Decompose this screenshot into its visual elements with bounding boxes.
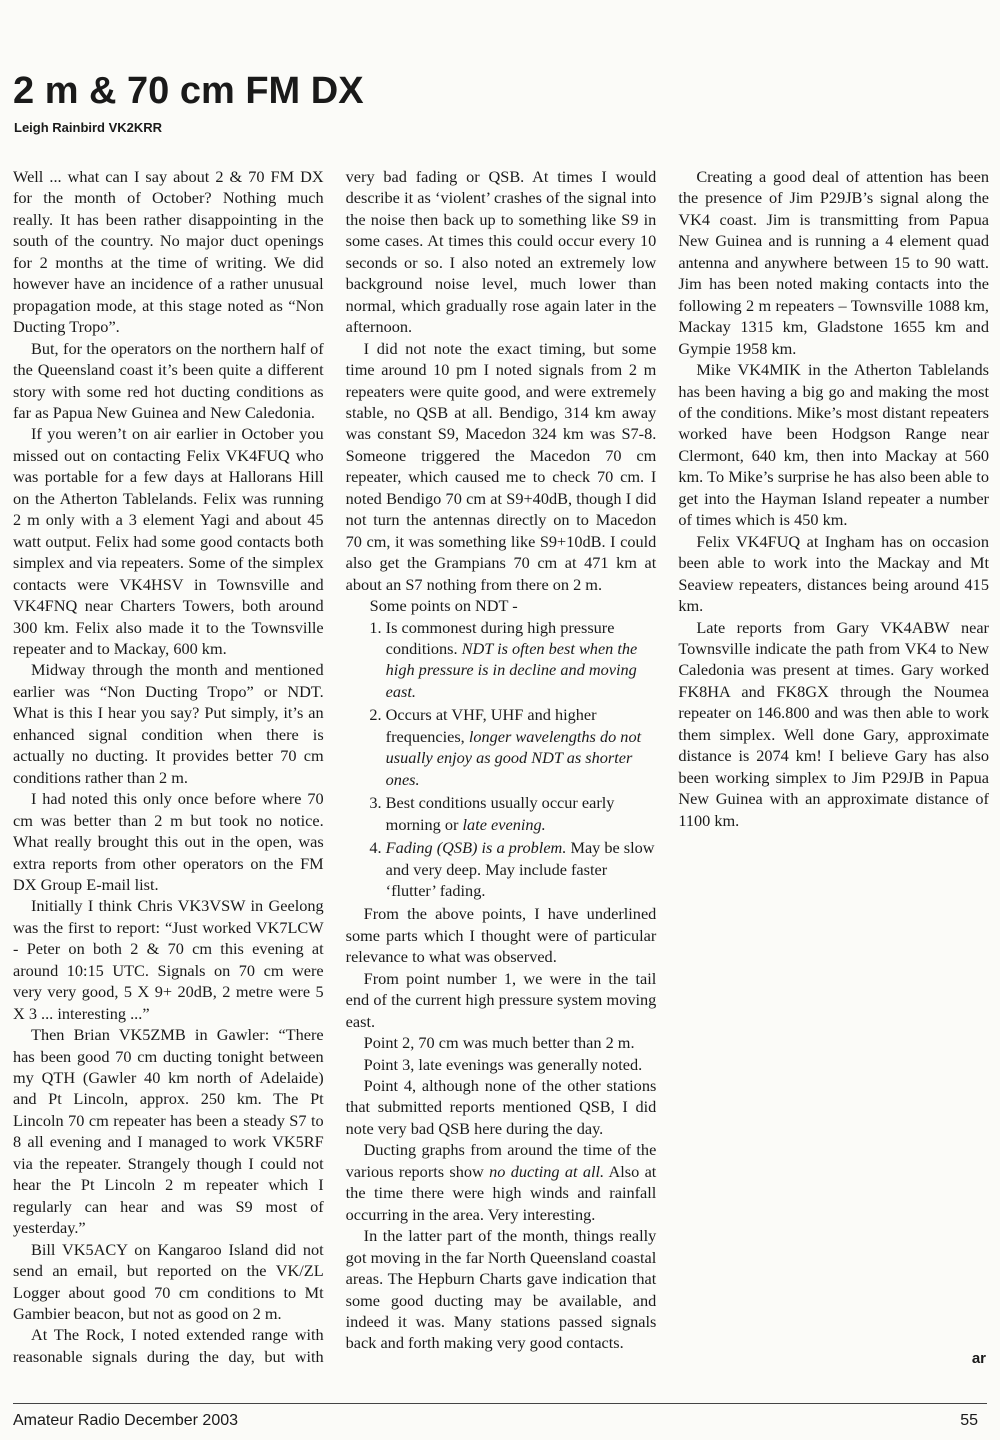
paragraph: Mike VK4MIK in the Atherton Tablelands has been having a big go and making the most of the conditions. Mike’s most distant repeaters worked have been Hodgson Range near Clermont, 640 km, then into Mackay at 560 km. To Mike’s surprise he has also been able to get into the Hayman Island repeater a number of times which is 450 km. xyxy=(678,360,989,530)
points-intro: Some points on NDT - xyxy=(369,596,518,616)
paragraph-emphasis: no ducting at all. xyxy=(489,1161,605,1181)
point-emphasis: late evening. xyxy=(462,814,546,834)
end-mark: ar xyxy=(971,1350,986,1367)
paragraph-text: Ducting graphs from around the time of the various reports show xyxy=(345,1140,657,1181)
article-author: Leigh Rainbird VK2KRR xyxy=(14,120,163,135)
article-body xyxy=(13,166,989,1370)
point-text: Occurs at VHF, UHF and higher frequencies, xyxy=(385,705,597,746)
point-text: May be slow and very deep. May include faster ‘flutter’ fading. xyxy=(385,838,655,900)
point-emphasis: Fading (QSB) is a problem. xyxy=(385,838,567,858)
paragraph-text: Also at the time there were high winds and rainfall occurring in the area. Very interesting. xyxy=(345,1161,657,1224)
paragraph: Point 2, 70 cm was much better than 2 m. xyxy=(363,1033,635,1053)
paragraph: From point number 1, we were in the tail end of the current high pressure system moving east. xyxy=(345,968,657,1031)
paragraph: Then Brian VK5ZMB in Gawler: “There has been good 70 cm ducting tonight between my QTH (Gawler 40 km north of Adelaide) and Pt Lincoln, approx. 250 km. The Pt Lincoln 70 cm repeater has been a steady S7 to 8 all evening and I managed to work VK5RF via the repeater. Strangely though I could not hear the Pt Lincoln 2 m repeater which I regularly can hear and was S9 most of yesterday.” xyxy=(13,1025,324,1238)
paragraph: But, for the operators on the northern half of the Queensland coast it’s been quite a different story with some red hot ducting conditions as far as Papua New Guinea and New Caledonia. xyxy=(13,338,324,422)
point-text: Best conditions usually occur early morning or xyxy=(385,793,615,834)
paragraph: At The Rock, I noted extended range with reasonable signals during the day, but with very bad fading or QSB. At times I would describe it as ‘violent’ crashes of the signal into the noise then back up to something like S9 in some cases. At times this could occur every 10 seconds or so. I also noted an extremely low background noise level, much lower than normal, which gradually rose again later in the afternoon. xyxy=(13,167,657,1366)
paragraph: Felix VK4FUQ at Ingham has on occasion been able to work into the Mackay and Mt Seaview repeaters, distances being around 415 km. xyxy=(678,531,989,616)
ndt-points-list xyxy=(346,617,657,902)
footer-publication: Amateur Radio December 2003 xyxy=(13,1412,239,1429)
paragraph: I did not note the exact timing, but some time around 10 pm I noted signals from 2 m repeaters were quite good, and were extremely stable, no QSB at all. Bendigo, 314 km away was constant S9, Macedon 324 km was S7-8. Someone triggered the Macedon 70 cm repeater, which caused me to check 70 cm. I noted Bendigo 70 cm at S9+40dB, though I did not turn the antennas directly on to Macedon 70 cm, it was something like S9+10dB. I could also get the Grampians 70 cm at 471 km at about an S7 nothing from there on 2 m. xyxy=(345,338,657,594)
footer-divider xyxy=(13,1403,987,1404)
point-emphasis: NDT is often best when the high pressure is in decline and moving east. xyxy=(385,638,638,701)
paragraph: Initially I think Chris VK3VSW in Geelong was the first to report: “Just worked VK7LCW - Peter on both 2 & 70 cm this evening at around 10:15 UTC. Signals on 70 cm were very very good, 5 X 9+ 20dB, 2 metre were 5 X 3 ... interesting ...” xyxy=(13,896,324,1023)
paragraph: I had noted this only once before where 70 cm was better than 2 m but took no notice. What really brought this out in the open, was extra reports from other operators on the FM DX Group E-mail list. xyxy=(13,789,324,894)
paragraph: Late reports from Gary VK4ABW near Townsville indicate the path from VK4 to New Caledonia was present at times. Gary worked FK8HA and FK8GX through the Noumea repeater on 146.800 and was then able to work them simplex. Well done Gary, approximate distance is 2074 km! I believe Gary has also been working simplex to Jim P29JB in Papua New Guinea with an approximate distance of 1100 km. xyxy=(678,617,989,830)
paragraph xyxy=(346,1139,657,1225)
article-title: 2 m & 70 cm FM DX xyxy=(13,70,364,112)
point-text: Is commonest during high pressure conditions. xyxy=(385,617,615,658)
paragraph: Point 3, late evenings was generally noted. xyxy=(363,1054,643,1074)
list-item xyxy=(386,704,657,790)
paragraph: In the latter part of the month, things really got moving in the far North Queensland coastal areas. The Hepburn Charts gave indication that some good ducting may be available, and indeed it was. Many stations passed signals back and forth making very good contacts. xyxy=(345,1226,657,1353)
paragraph: Well ... what can I say about 2 & 70 FM DX for the month of October? Nothing much really. It has been rather disappointing in the south of the country. No major duct openings for 2 months at the time of writing. We did however have an incidence of a rather unusual propagation mode, at this stage noted as “Non Ducting Tropo”. xyxy=(13,167,324,337)
list-item xyxy=(386,792,657,835)
point-emphasis: longer wavelengths do not usually enjoy as good NDT as shorter ones. xyxy=(385,726,642,789)
paragraph: Point 4, although none of the other stations that submitted reports mentioned QSB, I did note very bad QSB here during the day. xyxy=(345,1076,657,1138)
list-item xyxy=(386,617,657,703)
paragraph: Bill VK5ACY on Kangaroo Island did not send an email, but reported on the VK/ZL Logger about good 70 cm conditions to Mt Gambier beacon, but not as good on 2 m. xyxy=(13,1239,324,1324)
paragraph: Creating a good deal of attention has been the presence of Jim P29JB’s signal along the VK4 coast. Jim is transmitting from Papua New Guinea and is running a 4 element quad antenna and anywhere between 15 to 90 watt. Jim has been noted making contacts into the following 2 m repeaters – Townsville 1088 km, Mackay 1315 km, Gladstone 1655 km and Gympie 1958 km. xyxy=(678,167,989,358)
page-number: 55 xyxy=(960,1412,978,1429)
paragraph: From the above points, I have underlined some parts which I thought were of particular relevance to what was observed. xyxy=(345,904,657,967)
list-item xyxy=(386,837,657,901)
paragraph: Midway through the month and mentioned earlier was “Non Ducting Tropo” or NDT. What is this I hear you say? Put simply, it’s an enhanced signal condition when there is actually no ducting. It provides better 70 cm conditions rather than 2 m. xyxy=(13,660,324,787)
paragraph: If you weren’t on air earlier in October you missed out on contacting Felix VK4FUQ who was portable for a few days at Hallorans Hill on the Atherton Tablelands. Felix was running 2 m only with a 3 element Yagi and about 45 watt output. Felix had some good contacts both simplex and via repeaters. Some of the simplex contacts were VK4HSV in Townsville and VK4FNQ near Charters Towers, both around 300 km. Felix also made it to the Townsville repeater and to Mackay, 600 km. xyxy=(13,424,324,658)
